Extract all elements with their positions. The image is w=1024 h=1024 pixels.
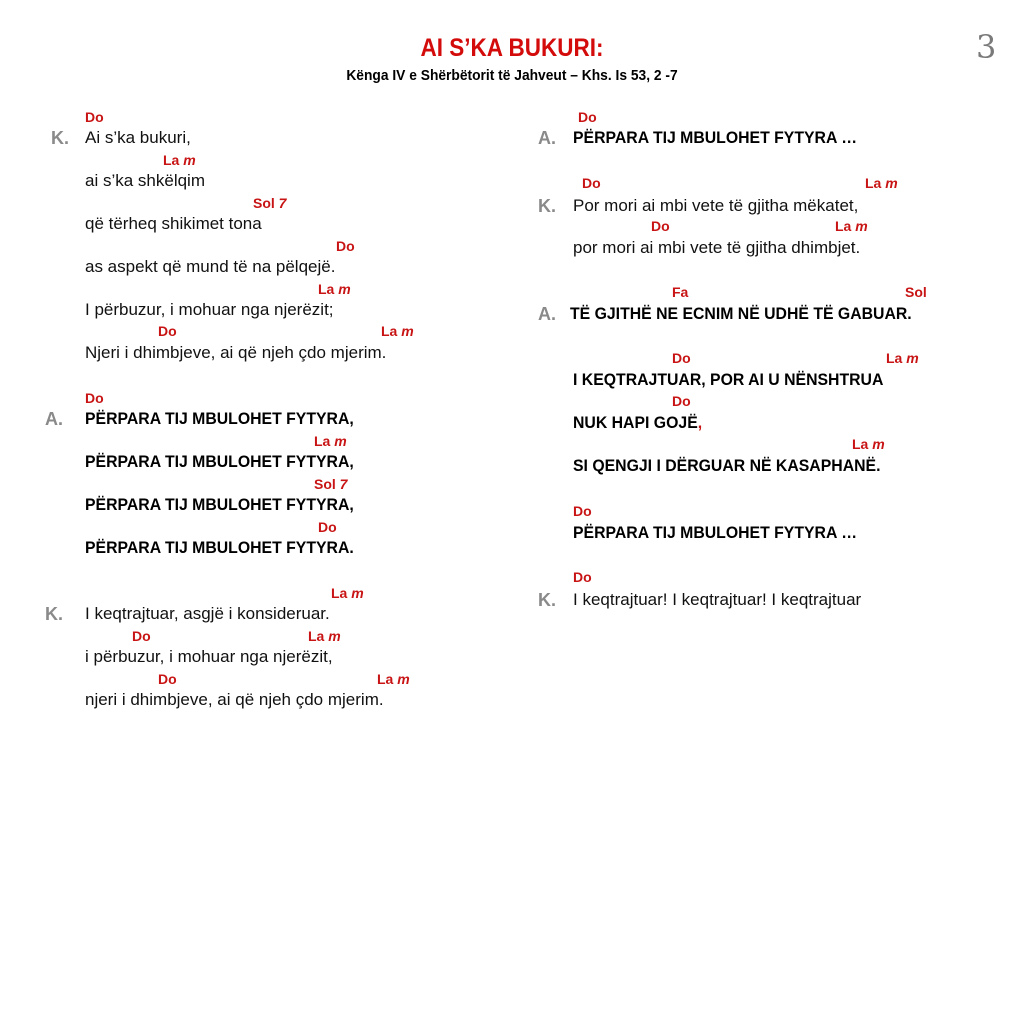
page-subtitle: Kënga IV e Shërbëtorit të Jahveut – Khs. Is 53, 2 -7 <box>346 67 678 84</box>
lyric-line: I keqtrajtuar! I keqtrajtuar! I keqtrajtuar <box>573 590 862 609</box>
chord-la-m: La m <box>381 323 414 339</box>
chord-do: Do <box>651 218 670 234</box>
speaker-a: A. <box>45 409 63 429</box>
chord-do: Do <box>318 519 337 535</box>
chord-do: Do <box>158 671 177 687</box>
speaker-a: A. <box>538 304 556 324</box>
refrain-line: I KEQTRAJTUAR, POR AI U NËNSHTRUA <box>573 370 884 389</box>
lyric-line: por mori ai mbi vete të gjitha dhimbjet. <box>573 238 861 257</box>
speaker-k: K. <box>51 128 69 148</box>
chord-do: Do <box>132 628 151 644</box>
chord-la-m: La m <box>163 152 196 168</box>
chord-la-m: La m <box>865 175 898 191</box>
refrain-line: SI QENGJI I DËRGUAR NË KASAPHANË. <box>573 456 881 475</box>
refrain-line: PËRPARA TIJ MBULOHET FYTYRA, <box>85 452 354 471</box>
page-title: AI S’KA BUKURI: <box>420 34 604 62</box>
chord-fa: Fa <box>672 284 689 300</box>
chord-do: Do <box>85 390 104 406</box>
lyric-line: I keqtrajtuar, asgjë i konsideruar. <box>85 604 330 623</box>
chord-do: Do <box>336 238 355 254</box>
chord-do: Do <box>582 175 601 191</box>
red-comma: , <box>697 413 703 432</box>
chord-la-m: La m <box>331 585 364 601</box>
chord-do: Do <box>573 503 592 519</box>
lyric-line: Por mori ai mbi vete të gjitha mëkatet, <box>573 196 859 215</box>
speaker-k: K. <box>538 196 556 216</box>
lyric-line: njeri i dhimbjeve, ai që njeh çdo mjerim. <box>85 690 384 709</box>
refrain-line: PËRPARA TIJ MBULOHET FYTYRA. <box>85 538 354 557</box>
refrain-line: PËRPARA TIJ MBULOHET FYTYRA … <box>573 128 858 147</box>
chord-la-m: La m <box>852 436 885 452</box>
lyric-line: ai s’ka shkëlqim <box>85 171 205 190</box>
chord-la-m: La m <box>377 671 410 687</box>
speaker-k: K. <box>538 590 556 610</box>
refrain-line: PËRPARA TIJ MBULOHET FYTYRA, <box>85 495 354 514</box>
chord-do: Do <box>85 109 104 125</box>
chord-la-m: La m <box>314 433 347 449</box>
page-number: 3 <box>976 28 997 66</box>
chord-do: Do <box>573 569 592 585</box>
chord-la-m: La m <box>308 628 341 644</box>
chord-do: Do <box>158 323 177 339</box>
refrain-line: TË GJITHË NE ECNIM NË UDHË TË GABUAR. <box>570 304 912 323</box>
speaker-a: A. <box>538 128 556 148</box>
chord-la-m: La m <box>318 281 351 297</box>
lyric-line: që tërheq shikimet tona <box>85 214 262 233</box>
chord-la-m: La m <box>835 218 868 234</box>
chord-sol: Sol <box>905 284 927 300</box>
chord-do: Do <box>672 350 691 366</box>
lyric-line: Ai s’ka bukuri, <box>85 128 191 147</box>
lyric-line: i përbuzur, i mohuar nga njerëzit, <box>85 647 333 666</box>
lyric-line: Njeri i dhimbjeve, ai që njeh çdo mjerim. <box>85 343 387 362</box>
chord-sol-7: Sol 7 <box>253 195 287 211</box>
chord-do: Do <box>578 109 597 125</box>
refrain-line: NUK HAPI GOJË, <box>573 413 703 432</box>
refrain-line: PËRPARA TIJ MBULOHET FYTYRA … <box>573 523 858 542</box>
lyric-line: as aspekt që mund të na pëlqejë. <box>85 257 336 276</box>
chord-sol-7: Sol 7 <box>314 476 348 492</box>
chord-do: Do <box>672 393 691 409</box>
chord-la-m: La m <box>886 350 919 366</box>
lyric-line: I përbuzur, i mohuar nga njerëzit; <box>85 300 334 319</box>
speaker-k: K. <box>45 604 63 624</box>
refrain-line: PËRPARA TIJ MBULOHET FYTYRA, <box>85 409 354 428</box>
